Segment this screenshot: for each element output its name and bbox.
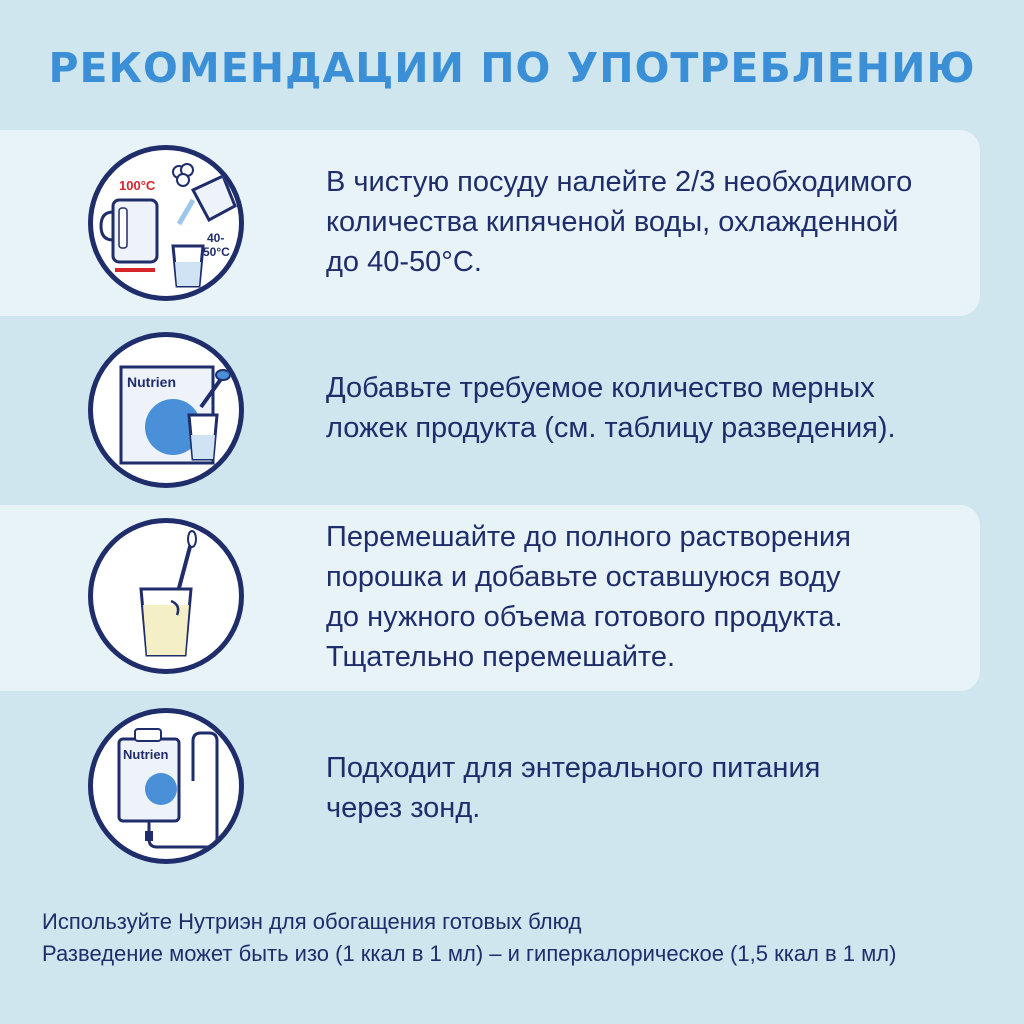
stirring-glass-icon [88,518,244,674]
step-2-text: Добавьте требуемое количество мерных ложек продукта (см. таблицу разведения). [326,372,896,444]
kettle-pouring-water-icon [88,145,244,301]
cool-temp-label-1: 40- [207,231,225,245]
usage-note-1: Используйте Нутриэн для обогащения готовых блюд [42,909,582,934]
cool-temp-label-2: 50°C [203,245,230,259]
step-1-text: В чистую посуду налейте 2/3 необходимого количества кипяченой воды, охлажденной до 40-50°С. [326,166,913,278]
tube-feeding-bag-icon [88,708,244,864]
usage-note-2: Разведение может быть изо (1 ккал в 1 мл) – и гиперкалорическое (1,5 ккал в 1 мл) [42,941,897,966]
boil-temp-label: 100°C [119,178,156,193]
powder-scoop-icon [88,332,244,488]
brand-label: Nutrien [127,374,176,390]
step-3-text: Перемешайте до полного растворения порошка и добавьте оставшуюся воду до нужного объема готового продукта. Тщательно перемешайте. [326,521,851,673]
page-title: РЕКОМЕНДАЦИИ ПО УПОТРЕБЛЕНИЮ [48,44,976,92]
bag-brand-label: Nutrien [123,747,169,762]
step-4-text: Подходит для энтерального питания через зонд. [326,752,821,824]
